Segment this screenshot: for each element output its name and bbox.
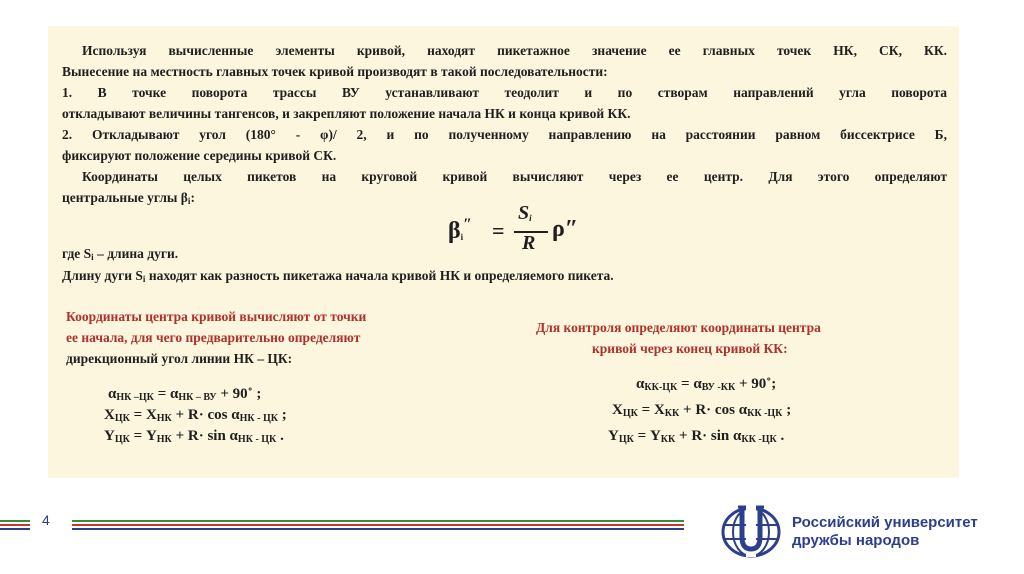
footer-stripe-red <box>72 524 684 526</box>
right-formula-y: $Y_{ЦК} = Y_{КК} + R\cdot \sin \alpha_{КК -ЦК}$ . <box>608 428 785 445</box>
formula-numerator: $S_i$ <box>518 202 532 224</box>
right-formula-azimuth: $\alpha_{КК-ЦК} = \alpha_{ВУ -КК}$ + 90˚; <box>636 376 777 393</box>
rudn-university-logo-icon <box>720 503 782 559</box>
text-line: Используя вычисленные элементы кривой, находят пикетажное значение ее главных точек НК, СК, КК. <box>82 43 947 58</box>
left-line-3: дирекционный угол линии НК – ЦК: <box>66 351 293 366</box>
paragraph-intro <box>62 40 947 82</box>
page-number: 4 <box>42 512 50 528</box>
university-name-line-2: дружбы народов <box>792 532 920 549</box>
text-line: 2. Откладывают угол (180° - φ)/ 2, и по полученному направлению на расстоянии равном биссектрисе Б, <box>62 127 947 142</box>
central-angle-formula <box>448 202 579 256</box>
paragraph-step-1 <box>62 82 947 124</box>
left-formula-y: $Y_{ЦК} = Y_{НК} + R\cdot \sin \alpha_{НК - ЦК}$ . <box>104 428 284 445</box>
right-red-line-2: кривой через конец кривой КК: <box>592 341 788 356</box>
formula-rho: ρ″ <box>552 216 579 242</box>
slide-content-panel <box>48 26 959 478</box>
arc-length-definition: где $S_i$ – длина дуги. <box>62 246 179 262</box>
university-name-line-1: Российский университет <box>792 514 978 531</box>
text-line: Координаты целых пикетов на круговой кривой вычисляют через ее центр. Для этого определяют <box>82 169 947 184</box>
right-formula-x: $X_{ЦК} = X_{КК} + R\cdot \cos \alpha_{КК -ЦК}$ ; <box>612 402 792 419</box>
footer-stripe-left-green <box>0 520 30 522</box>
text-line: 1. В точке поворота трассы ВУ устанавливают теодолит и по створам направлений угла поворота <box>62 85 947 100</box>
text-line: Вынесение на местность главных точек кривой производят в такой последовательности: <box>62 64 608 80</box>
right-red-line-1: Для контроля определяют координаты центра <box>536 320 821 335</box>
university-name <box>792 514 978 550</box>
formula-beta: $\beta_i''$ <box>448 216 473 244</box>
paragraph-step-2 <box>62 124 947 166</box>
left-red-line-2: ее начала, для чего предварительно определяют <box>66 330 361 345</box>
left-red-line-1: Координаты центра кривой вычисляют от точки <box>66 309 367 324</box>
arc-length-method: Длину дуги $S_i$ находят как разность пикетажа начала кривой НК и определяемого пикета. <box>62 268 614 284</box>
text-line: центральные углы $\beta_i$: <box>62 190 195 207</box>
footer-stripe-green <box>72 520 684 522</box>
footer-stripe-blue <box>72 528 684 530</box>
footer-stripe-left-red <box>0 524 30 526</box>
left-formula-azimuth: $\alpha_{НК -ЦК} = \alpha_{НК - ВУ}$ + 90˚ ; <box>108 386 262 403</box>
footer-stripe-left-blue <box>0 528 30 530</box>
text-line: откладывают величины тангенсов, и закрепляют положение начала НК и конца кривой КК. <box>62 106 631 122</box>
left-formula-x: $X_{ЦК} = X_{НК} + R\cdot \cos \alpha_{НК - ЦК}$ ; <box>104 407 287 424</box>
formula-equals: = <box>492 218 505 243</box>
formula-denominator: R <box>522 232 536 254</box>
text-line: фиксируют положение середины кривой СК. <box>62 148 337 164</box>
